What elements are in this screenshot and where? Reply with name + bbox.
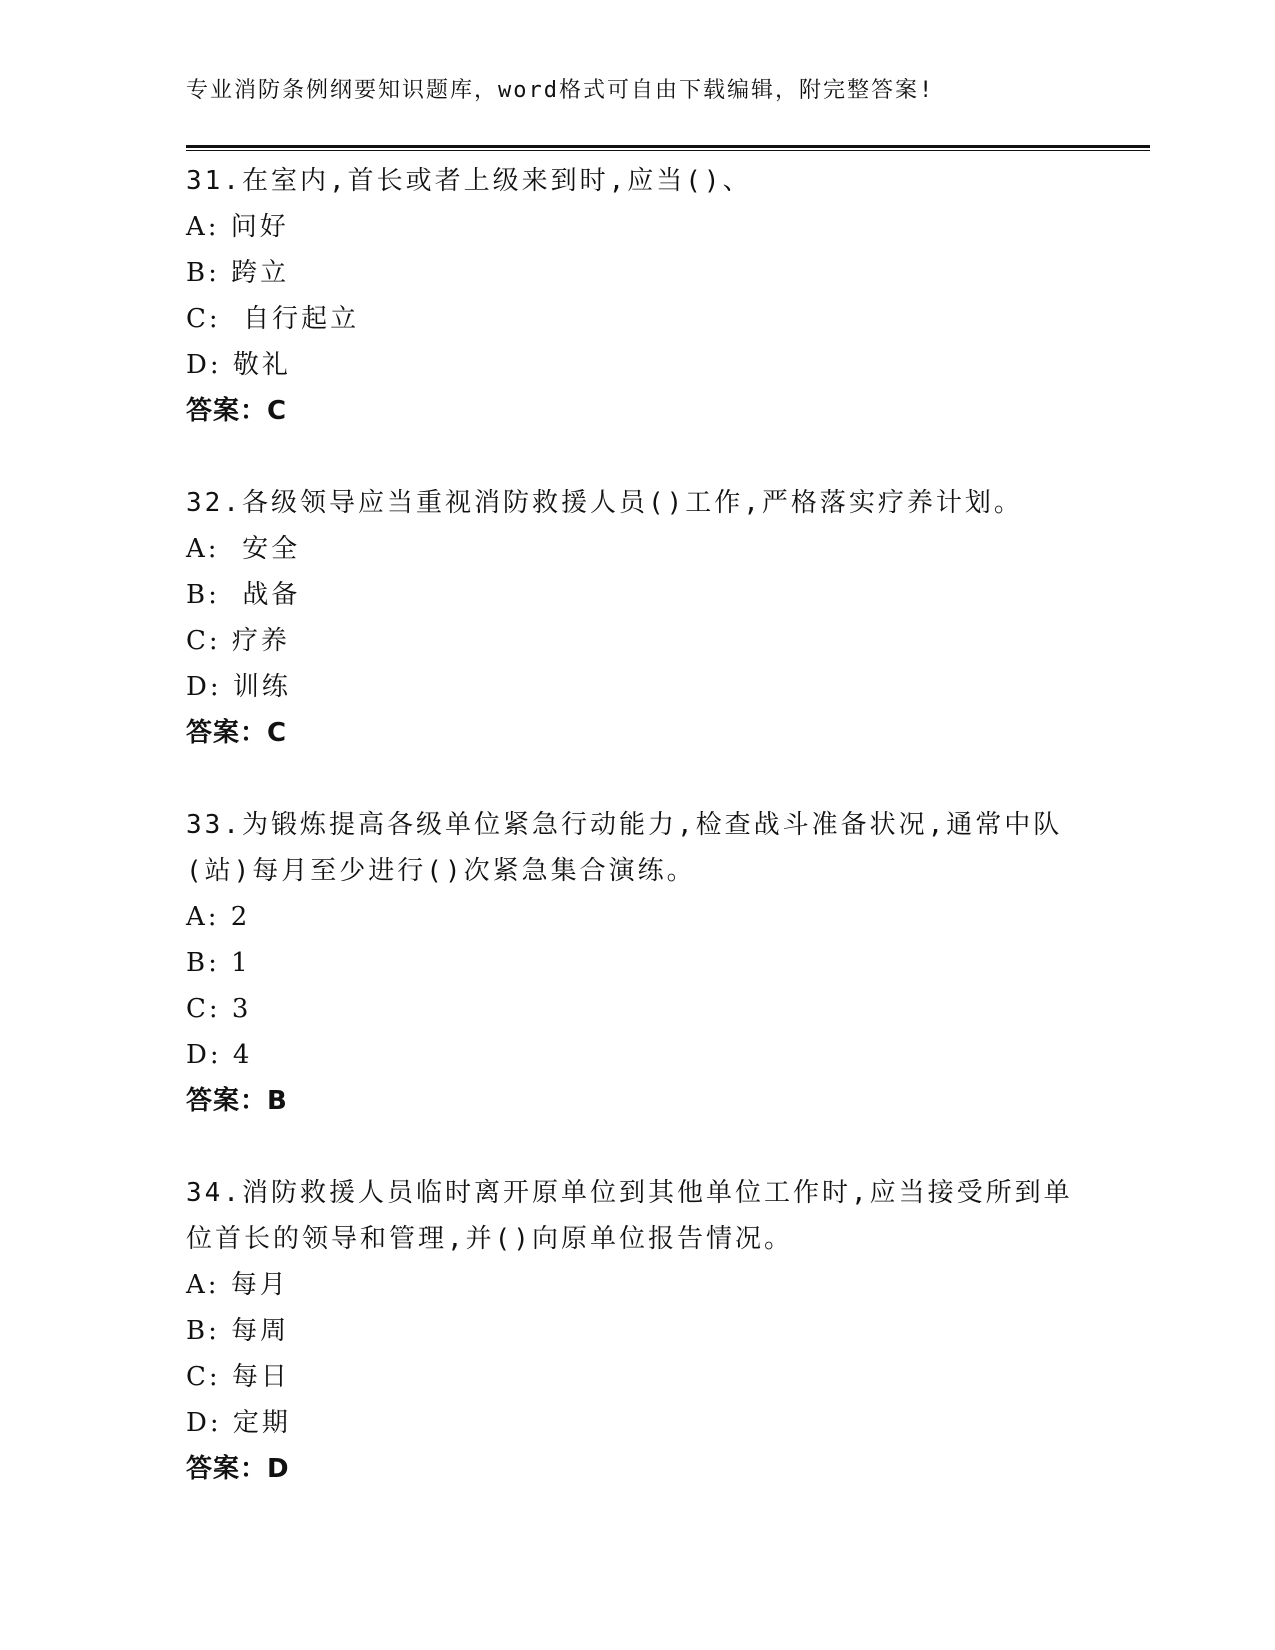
header-divider-thin bbox=[186, 150, 1150, 151]
question-33 bbox=[186, 802, 1086, 1124]
question-stem: 32.各级领导应当重视消防救援人员()工作,严格落实疗养计划。 bbox=[186, 488, 1023, 518]
question-list bbox=[186, 158, 1086, 1538]
option-c: C: 3 bbox=[186, 994, 252, 1024]
question-31 bbox=[186, 158, 1086, 434]
option-b: B: 跨立 bbox=[186, 258, 290, 288]
option-a: A: 每月 bbox=[186, 1270, 289, 1300]
option-a: A: 2 bbox=[186, 902, 251, 932]
option-c: C: 疗养 bbox=[186, 626, 290, 656]
question-32 bbox=[186, 480, 1086, 756]
question-stem: 33.为锻炼提高各级单位紧急行动能力,检查战斗准备状况,通常中队(站)每月至少进行()次紧急集合演练。 bbox=[186, 810, 1063, 886]
option-b: B: 1 bbox=[186, 948, 251, 978]
option-d: D: 4 bbox=[186, 1040, 253, 1070]
header-divider bbox=[186, 145, 1150, 151]
page-header-text: 专业消防条例纲要知识题库，word格式可自由下载编辑，附完整答案! bbox=[186, 78, 935, 103]
option-a: A: 问好 bbox=[186, 212, 289, 242]
question-stem: 31.在室内,首长或者上级来到时,应当()、 bbox=[186, 166, 752, 196]
option-b: B: 战备 bbox=[186, 580, 301, 610]
question-34 bbox=[186, 1170, 1086, 1492]
option-c: C: 每日 bbox=[186, 1362, 290, 1392]
header-divider-thick bbox=[186, 145, 1150, 148]
option-b: B: 每周 bbox=[186, 1316, 290, 1346]
answer-line: 答案：C bbox=[186, 718, 288, 748]
answer-line: 答案：C bbox=[186, 396, 288, 426]
option-a: A: 安全 bbox=[186, 534, 301, 564]
option-d: D: 定期 bbox=[186, 1408, 291, 1438]
option-d: D: 训练 bbox=[186, 672, 291, 702]
option-d: D: 敬礼 bbox=[186, 350, 291, 380]
answer-line: 答案：B bbox=[186, 1086, 288, 1116]
option-c: C: 自行起立 bbox=[186, 304, 360, 334]
answer-line: 答案：D bbox=[186, 1454, 290, 1484]
question-stem: 34.消防救援人员临时离开原单位到其他单位工作时,应当接受所到单位首长的领导和管理,并()向原单位报告情况。 bbox=[186, 1178, 1073, 1254]
